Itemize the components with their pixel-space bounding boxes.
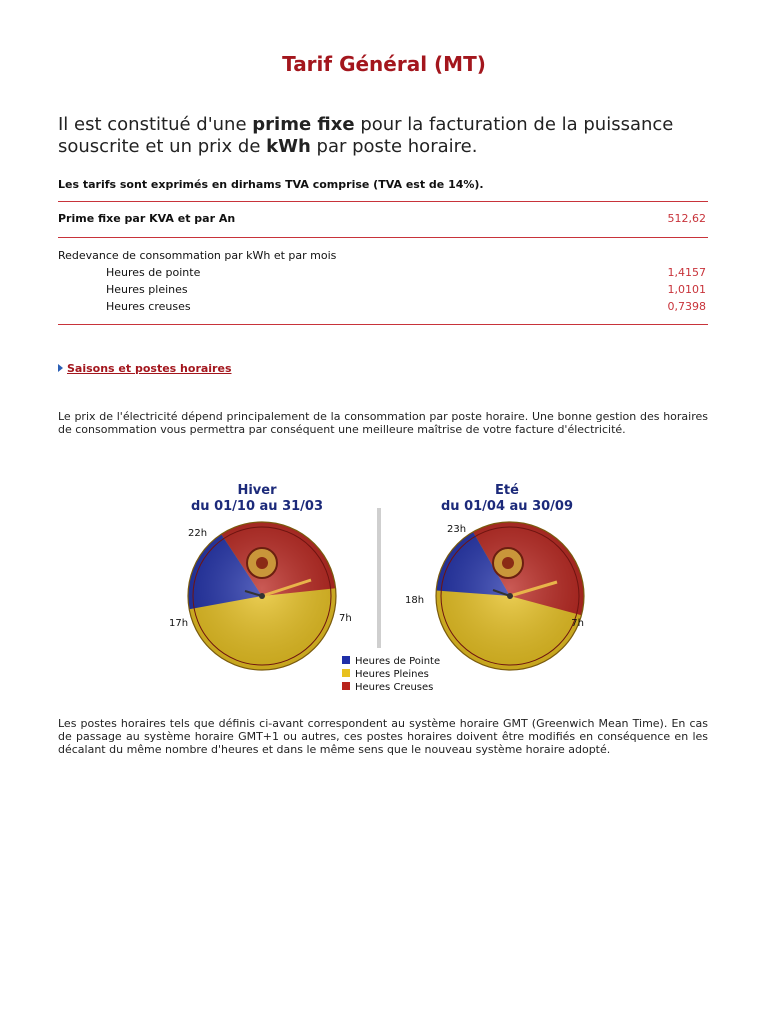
page-title: Tarif Général (MT)	[282, 52, 486, 76]
winter-label-22h: 22h	[188, 528, 208, 539]
legend-label-pleines: Heures Pleines	[355, 669, 429, 680]
summer-label-18h: 18h	[405, 595, 425, 606]
legend-swatch-creuses	[342, 682, 350, 690]
winter-label-7h: 7h	[339, 613, 352, 624]
paragraph-gmt: Les postes horaires tels que définis ci-avant correspondent au système horaire GMT (Greenwich Mean Time). En cas de passage au système horaire GMT+1 ou autres, ces postes horaires doivent être modifiés en conséquence en les décalant du même nombre d'heures et dans le même sens que le nouveau système horaire adopté.	[58, 717, 708, 756]
tariff-label: Heures de pointe	[106, 266, 201, 279]
paragraph-consommation: Le prix de l'électricité dépend principalement de la consommation par poste horaire. Une bonne gestion des horaires de consommation vous permettra par conséquent une meilleure maîtrise de votre facture d'électricité.	[58, 410, 708, 436]
winter-clock	[188, 522, 336, 670]
tax-note: Les tarifs sont exprimés en dirhams TVA comprise (TVA est de 14%).	[58, 178, 484, 191]
triangle-right-icon	[58, 364, 63, 372]
intro-bold-prime: prime fixe	[252, 114, 355, 135]
winter-label-17h: 17h	[169, 618, 189, 629]
tariff-value: 1,0101	[667, 283, 706, 296]
legend-label-pointe: Heures de Pointe	[355, 656, 441, 667]
tariff-row-pointe	[58, 265, 708, 281]
intro-bold-kwh: kWh	[266, 136, 311, 157]
summer-label-23h: 23h	[447, 524, 467, 535]
legend-swatch-pointe	[342, 656, 350, 664]
redevance-row	[58, 248, 708, 264]
tariff-label: Heures creuses	[106, 300, 191, 313]
tariff-value: 0,7398	[667, 300, 706, 313]
tariff-row-pleines	[58, 282, 708, 298]
summer-label-7h: 7h	[571, 618, 584, 629]
saisons-link-row	[58, 362, 232, 375]
divider	[58, 324, 708, 325]
saisons-link[interactable]: Saisons et postes horaires	[67, 362, 232, 375]
legend	[342, 656, 440, 693]
legend-label-creuses: Heures Creuses	[355, 682, 434, 693]
summer-title: Eté	[495, 483, 519, 498]
prime-row	[58, 211, 708, 227]
winter-title: Hiver	[237, 483, 277, 498]
winter-period: du 01/10 au 31/03	[190, 499, 324, 514]
seasons-figure	[165, 478, 585, 698]
tariff-value: 1,4157	[667, 266, 706, 279]
intro-text: Il est constitué d'une prime fixe pour la facturation de la puissance souscrite et un prix de kWh par poste horaire.	[58, 114, 674, 157]
tariff-row-creuses	[58, 299, 708, 315]
legend-swatch-pleines	[342, 669, 350, 677]
divider	[58, 237, 708, 238]
prime-label: Prime fixe par KVA et par An	[58, 212, 236, 225]
redevance-label: Redevance de consommation par kWh et par mois	[58, 249, 337, 262]
tariff-label: Heures pleines	[106, 283, 188, 296]
summer-period: du 01/04 au 30/09	[440, 499, 574, 514]
separator	[377, 508, 381, 648]
divider	[58, 201, 708, 202]
prime-value: 512,62	[667, 212, 706, 225]
summer-clock	[436, 522, 584, 670]
